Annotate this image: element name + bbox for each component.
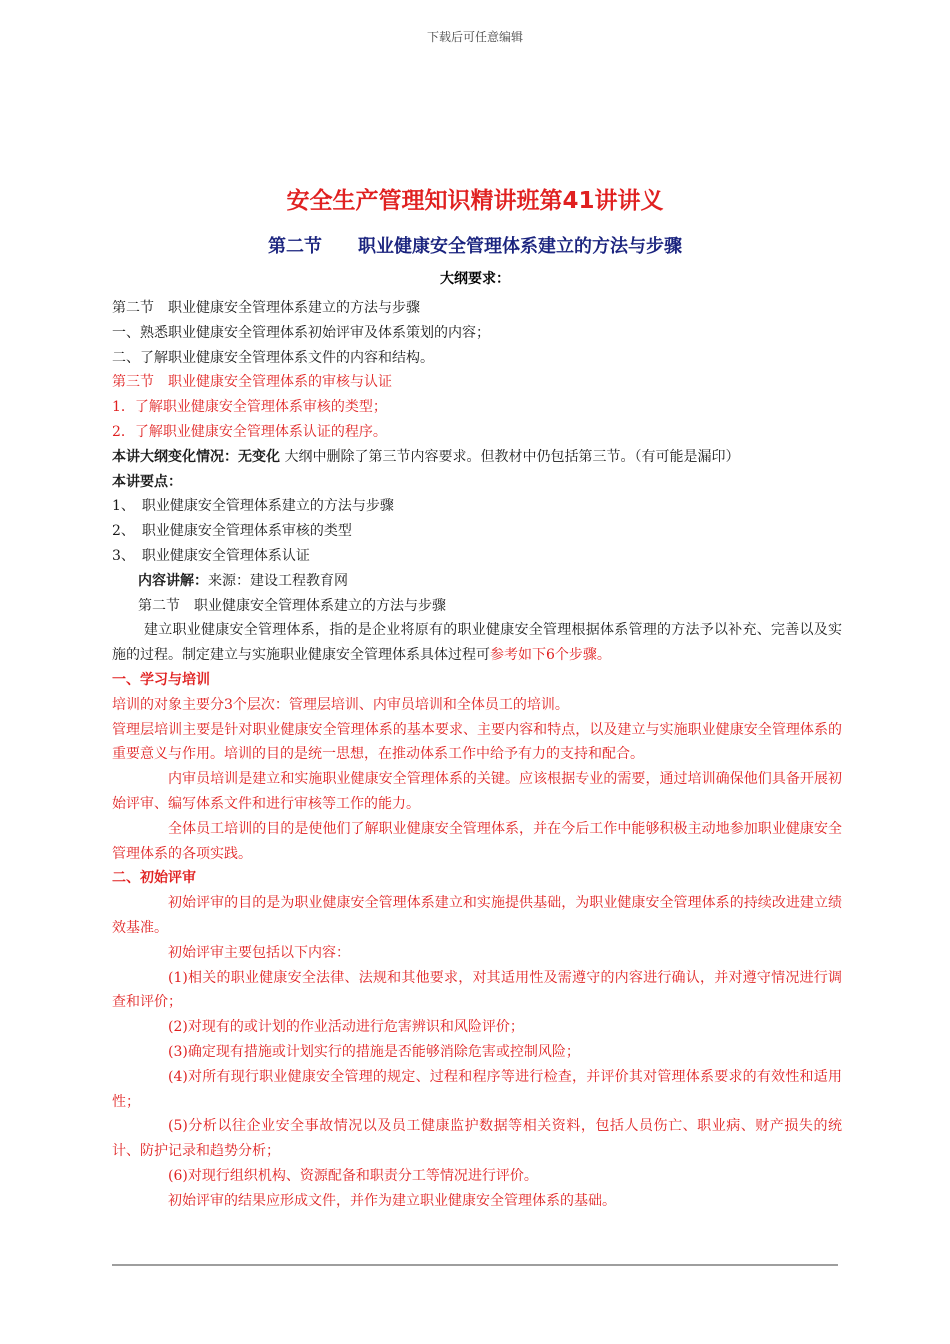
syllabus-sec2-item1: 一、熟悉职业健康安全管理体系初始评审及体系策划的内容； xyxy=(112,324,490,341)
step2-item: (5)分析以往企业安全事故情况以及员工健康监护数据等相关资料，包括人员伤亡、职业病、财产损失的统计、防护记录和趋势分析； xyxy=(112,1118,842,1160)
step2-item: (2)对现有的或计划的作业活动进行危害辨识和风险评价； xyxy=(168,1019,524,1036)
step2-conclusion: 初始评审的结果应形成文件，并作为建立职业健康安全管理体系的基础。 xyxy=(168,1192,616,1209)
section-subtitle: 第二节 职业健康安全管理体系建立的方法与步骤 xyxy=(268,236,682,257)
intro-text: 建立职业健康安全管理体系，指的是企业将原有的职业健康安全管理根据体系管理的方法予以补充、完善以及实施的过程。制定建立与实施职业健康安全管理体系具体过程可 xyxy=(112,622,842,664)
content-source: 来源：建设工程教育网 xyxy=(208,572,348,589)
step1-p2: 管理层培训主要是针对职业健康安全管理体系的基本要求、主要内容和特点，以及建立与实施职业健康安全管理体系的重要意义与作用。培训的目的是统一思想，在推动体系工作中给予有力的支持和配合。 xyxy=(112,721,842,763)
syllabus-sec2-item2: 二、了解职业健康安全管理体系文件的内容和结构。 xyxy=(112,349,434,366)
keypoint-item: 1、 职业健康安全管理体系建立的方法与步骤 xyxy=(112,498,394,515)
step1-p1: 培训的对象主要分3个层次：管理层培训、内审员培训和全体员工的培训。 xyxy=(112,696,569,713)
footer-rule xyxy=(112,1264,838,1266)
syllabus-change-line xyxy=(112,445,842,470)
step2-heading: 二、初始评审 xyxy=(112,870,196,887)
keypoint-item: 3、 职业健康安全管理体系认证 xyxy=(112,547,310,564)
content-label: 内容讲解： xyxy=(138,572,208,589)
page-header: 下载后可任意编辑 xyxy=(426,30,523,44)
step2-p2: 初始评审主要包括以下内容： xyxy=(168,944,350,961)
step2-item: (6)对现行组织机构、资源配备和职责分工等情况进行评价。 xyxy=(168,1167,538,1184)
step2-item: (1)相关的职业健康安全法律、法规和其他要求，对其适用性及需遵守的内容进行确认，并对遵守情况进行调查和评价； xyxy=(112,969,842,1011)
step1-p3: 内审员培训是建立和实施职业健康安全管理体系的关键。应该根据专业的需要，通过培训确保他们具备开展初始评审、编写体系文件和进行审核等工作的能力。 xyxy=(112,771,842,812)
change-text: 大纲中删除了第三节内容要求。但教材中仍包括第三节。（有可能是漏印） xyxy=(280,448,740,465)
lecture-title: 安全生产管理知识精讲班第41讲讲义 xyxy=(286,188,664,214)
step1-p4: 全体员工培训的目的是使他们了解职业健康安全管理体系，并在今后工作中能够积极主动地参加职业健康安全管理体系的各项实践。 xyxy=(112,820,842,862)
keypoint-item: 2、 职业健康安全管理体系审核的类型 xyxy=(112,523,352,540)
step2-item: (4)对所有现行职业健康安全管理的规定、过程和程序等进行检查，并评价其对管理体系要求的有效性和适用性； xyxy=(112,1068,842,1110)
intro-steps-ref: 参考如下6个步骤。 xyxy=(490,647,611,664)
change-label: 本讲大纲变化情况：无变化 xyxy=(112,448,280,465)
content-section-title: 第二节 职业健康安全管理体系建立的方法与步骤 xyxy=(138,597,446,614)
step1-heading: 一、学习与培训 xyxy=(112,671,210,688)
syllabus-sec3: 第三节 职业健康安全管理体系的审核与认证 xyxy=(112,374,392,391)
intro-paragraph xyxy=(112,618,842,668)
syllabus-sec2: 第二节 职业健康安全管理体系建立的方法与步骤 xyxy=(112,300,420,316)
outline-label: 大纲要求： xyxy=(440,271,510,287)
content-line xyxy=(112,569,842,594)
step2-p1: 初始评审的目的是为职业健康安全管理体系建立和实施提供基础，为职业健康安全管理体系的持续改进建立绩效基准。 xyxy=(112,895,842,936)
syllabus-sec3-item2: 2．了解职业健康安全管理体系认证的程序。 xyxy=(112,423,387,440)
document-body xyxy=(112,296,842,1213)
step2-item: (3)确定现有措施或计划实行的措施是否能够消除危害或控制风险； xyxy=(168,1043,580,1060)
keypoints-label: 本讲要点： xyxy=(112,473,182,490)
syllabus-sec3-item1: 1．了解职业健康安全管理体系审核的类型； xyxy=(112,399,387,416)
